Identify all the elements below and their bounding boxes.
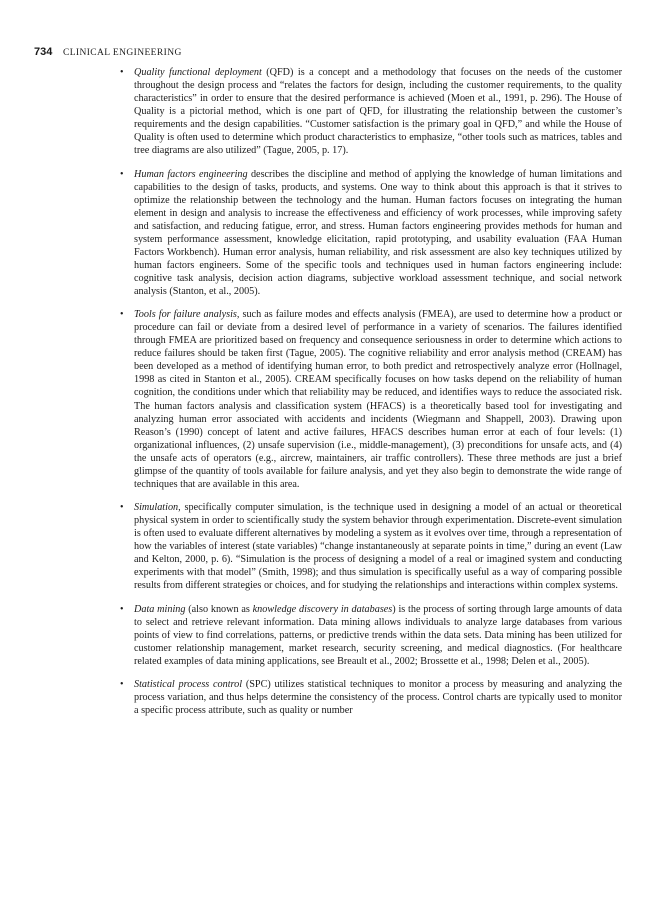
bullet-icon: • [120, 502, 124, 514]
bullet-icon: • [120, 678, 124, 690]
page-number: 734 [34, 46, 53, 58]
list-item-human-factors [120, 168, 622, 298]
list-item-failure-analysis [120, 308, 623, 491]
list-item-spc [120, 678, 623, 717]
bullet-icon: • [120, 309, 124, 321]
body-text: such as failure modes and effects analysis (FMEA), are used to determine how a product or procedure can fail or deviate from a desired level of performance in a variety of scenarios. The failures identified through FMEA are prioritized based on frequency and consequence seriousness in order to determine which actions to reduce failures should be taken first (Tague, 2005). The cognitive reliability and error analysis method (CREAM) has been developed as a method of identifying human error, to both predict and retrospectively analyze error (Hollnagel, 1998 as cited in Stanton et al., 2005). CREAM specifically focuses on how tasks depend on the reliability of human cognition, the conditions under which that reliability may be reduced, and identifies ways to reduce the associated risk. The human factors analysis and classification system (HFACS) is a theoretically based tool for investigating and analyzing human error associated with accidents and incidents (Wiegmann and Shappell, 2003). Drawing upon Reason’s (1990) concept of latent and active failures, HFACS describes human error at each of four levels: (1) organizational influences, (2) unsafe supervision (i.e., middle-management), (3) preconditions for unsafe acts, and (4) the unsafe acts of operators (e.g., aircrew, maintainers, air traffic controllers). These three methods are just a brief glimpse of the quantity of tools available for failure analysis, and yet they also begin to demonstrate the wide range of techniques that are available in this area. [134, 309, 623, 490]
body-text: specifically computer simulation, is the technique used in designing a model of an actual or theoretical physical system in order to scientifically study the system behavior through experimentation. Discrete-event simulation is often used to evaluate different alternatives by modeling a system as it evolves over time, through a representation of how the variables of interest (state variables) “change instantaneously at separate points in time,” during an event (Law and Kelton, 2000, p. 6). “Simulation is the process of designing a model of a real or imagined system and conducting experiments with that model” (Smith, 1998); and thus simulation is specifically useful as a way of comparing possible results from different strategies or choices, and for studying the relationships and interactions within complex systems. [134, 502, 622, 592]
term-spc: Statistical process control [134, 678, 243, 690]
term-qfd: Quality functional deployment [134, 67, 262, 78]
term-human-factors: Human factors engineering [134, 168, 248, 180]
running-title: CLINICAL ENGINEERING [62, 48, 182, 58]
running-header [34, 45, 634, 60]
body-text: ) is the process of sorting through large amounts of data to select and retrieve relevant information. Data mining allows individuals to analyze large databases from various points of view to find correlations, patterns, or predictive trends within the data sets. Data mining has been utilized for customer relationship management, market research, security screening, and medical diagnostics. (For healthcare related examples of data mining applications, see Breault et al., 2002; Brossette et al., 1998; Delen et al., 2005). [134, 603, 622, 667]
list-item-simulation [120, 501, 622, 592]
bullet-list [120, 66, 623, 720]
term-simulation: Simulation, [134, 502, 181, 514]
bullet-icon: • [120, 67, 124, 78]
bullet-icon: • [120, 603, 124, 615]
body-text: describes the discipline and method of applying the knowledge of human limitations and capabilities to the design of tasks, products, and systems. One way to think about this approach is that it strives to optimize the relationship between the technology and the human. Human factors focuses on integrating the human element in design and analysis to increase the effectiveness and efficiency of work processes, while improving safety and satisfaction, and reducing fatigue, error, and stress. Human factors engineering provides methods for human and system performance assessment, knowledge elicitation, rapid prototyping, and usability evaluation (FAA Human Factors Workbench). Human error analysis, human reliability, and risk assessment are also key techniques utilized by human factors engineers. Some of the specific tools and techniques used in human factors engineering include: cognitive task analysis, decision action diagrams, subjective workload assessment technique, and social network analysis (Stanton, et al., 2005). [134, 168, 622, 297]
list-item-data-mining [120, 603, 622, 668]
body-text: (also known as [185, 603, 253, 615]
term-failure-analysis: Tools for failure analysis, [134, 309, 240, 321]
list-item-qfd [120, 66, 622, 157]
term-data-mining: Data mining [134, 603, 186, 615]
body-text: (SPC) utilizes statistical techniques to monitor a process by measuring and analyzing the process variation, and thus helps determine the consistency of the process. Control charts are typically used to monitor a specific process attribute, such as quality or number [134, 678, 623, 717]
term-knowledge-discovery: knowledge discovery in databases [252, 603, 393, 615]
body-text: (QFD) is a concept and a methodology that focuses on the needs of the customer throughout the design process and “relates the factors for design, including the customer requirements, to the quality characteristics” in order to ensure that the desired performance is achieved (Moen et al., 1991, p. 296). The House of Quality is a pictorial method, which is one part of QFD, for illustrating the relationship between the customer’s requirements and the design capabilities. “Customer satisfaction is the primary goal in QFD,” and while the House of Quality is often used to determine which product characteristics to emphasize, “other tools such as matrices, tables and tree diagrams are also utilized” (Tague, 2005, p. 17). [134, 67, 622, 157]
bullet-icon: • [120, 168, 124, 180]
